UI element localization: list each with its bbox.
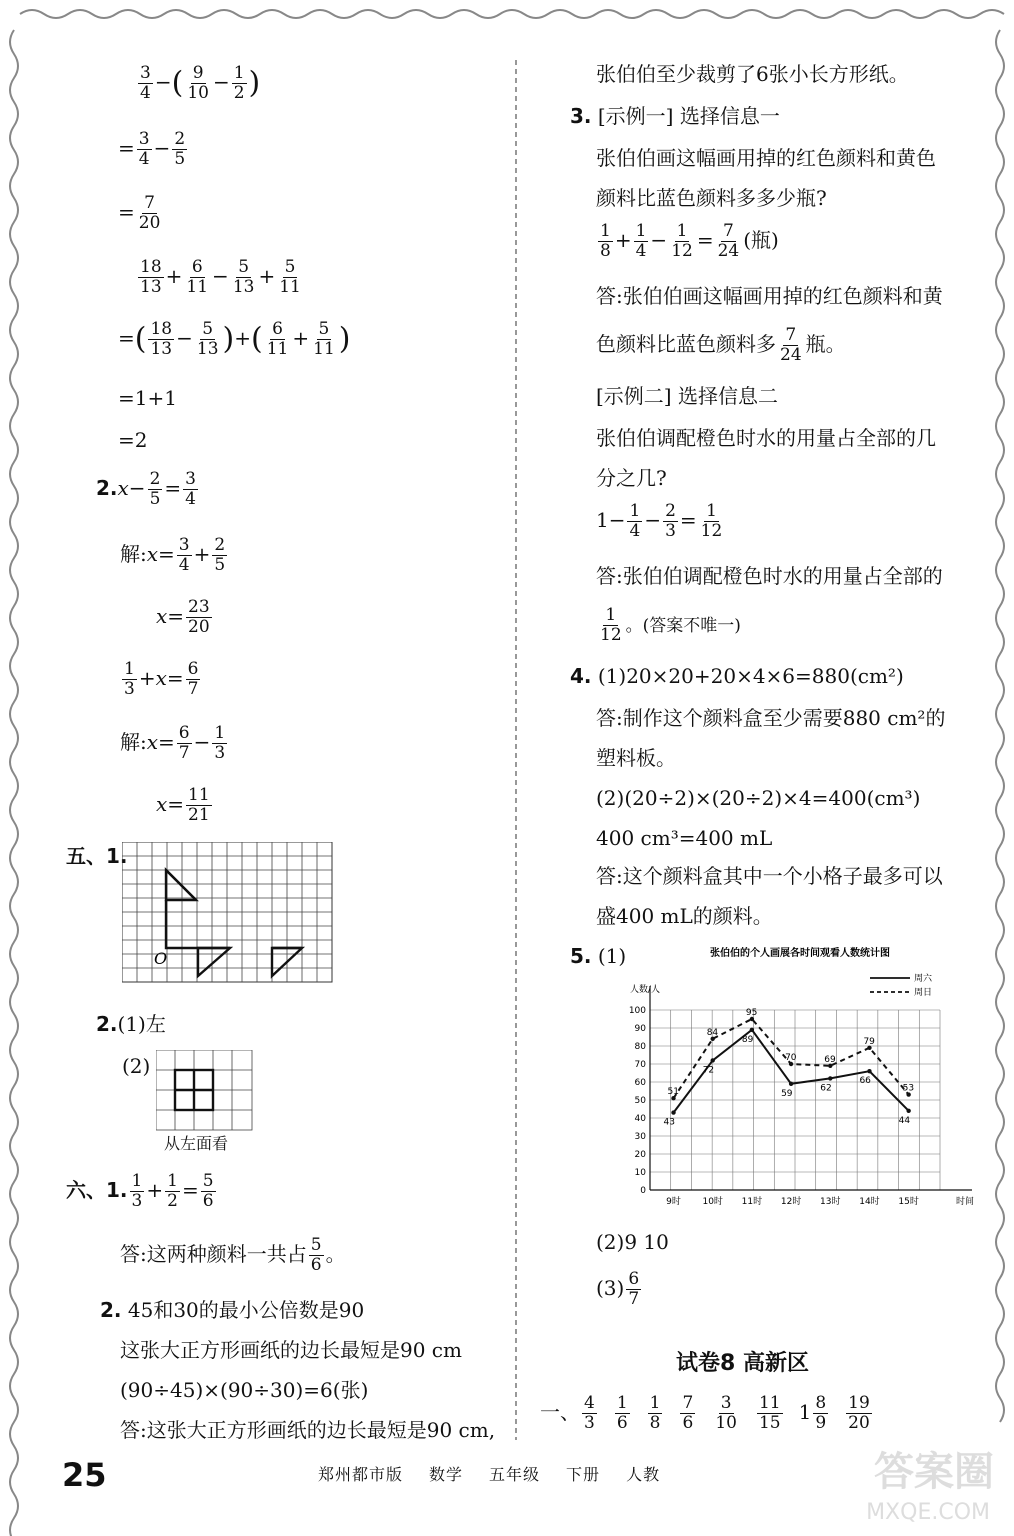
view-caption: 从左面看 xyxy=(164,1134,229,1153)
q3-answer-3-frac: $\frac{1}{12}$ 。(答案不唯一) xyxy=(600,605,741,645)
x-tick-label: 12时 xyxy=(780,1197,802,1207)
legend-label: 周日 xyxy=(914,988,933,998)
q3-equation: $\frac{1}{8}$ + $\frac{1}{4}$ − $\frac{1}{12}$ = $\frac{7}{24}$ (瓶) xyxy=(600,221,779,261)
answer-fraction: $\frac{11}{15}$ xyxy=(758,1393,781,1433)
equation-2-step2: x= $\frac{23}{20}$ xyxy=(156,597,210,637)
chart-title: 张伯伯的个人画展各时间观看人数统计图 xyxy=(710,948,890,959)
answer-fraction: $\frac{7}{6}$ xyxy=(682,1393,694,1433)
calc-line-3: = $\frac{7}{20}$ xyxy=(118,193,161,233)
equation-2b-step2: x= $\frac{11}{21}$ xyxy=(156,785,210,825)
q3-line-b: 张伯伯画这幅画用掉的红色颜料和黄色 xyxy=(596,146,936,170)
answer-fraction: 1 $\frac{8}{9}$ xyxy=(798,1393,827,1433)
y-tick-label: 50 xyxy=(634,1096,646,1106)
section-5-q2: 2.(1)左 xyxy=(96,1012,166,1036)
y-tick-label: 10 xyxy=(634,1168,646,1178)
q3-ex2-b: 张伯伯调配橙色时水的用量占全部的几 xyxy=(596,426,936,450)
answers-row: 一、 $\frac{4}{3}$ $\frac{1}{6}$ $\frac{1}{8}$ $\frac{7}{6}$ $\frac{3}{10}$ $\frac{11}{15}$ 1 $\frac{8}{9}$ $\frac{19}{20}$ xyxy=(540,1394,888,1433)
data-point xyxy=(750,1028,754,1032)
q3-ex2-c: 分之几? xyxy=(596,466,667,490)
calc-line-5: =( $\frac{18}{13}$ − $\frac{5}{13}$ )+( $\frac{6}{11}$ + $\frac{5}{11}$ ) xyxy=(118,319,351,359)
section-6-q2: 2. 45和30的最小公倍数是90 xyxy=(100,1298,365,1322)
calc-line-6: =1+1 xyxy=(118,386,177,410)
y-tick-label: 90 xyxy=(634,1024,646,1034)
data-point xyxy=(906,1109,910,1113)
calc-line-7: =2 xyxy=(118,428,148,452)
equation-2b-step1: 解:x= $\frac{6}{7}$ − $\frac{1}{3}$ xyxy=(120,723,226,763)
q3-example-2: [示例二] 选择信息二 xyxy=(596,384,778,408)
answer-fraction: $\frac{19}{20}$ xyxy=(848,1393,870,1433)
section-5-label: 五、1. xyxy=(66,844,128,868)
q4-line-4: (2)(20÷2)×(20÷2)×4=400(cm³) xyxy=(596,786,921,810)
y-axis-label: 人数/人 xyxy=(630,985,661,995)
left-view-grid xyxy=(156,1050,254,1132)
y-tick-label: 60 xyxy=(634,1078,646,1088)
equation-2: 2.x− $\frac{2}{5}$ = $\frac{3}{4}$ xyxy=(96,469,196,509)
watermark-url: MXQE.COM xyxy=(866,1500,990,1525)
calc-line-1: $\frac{3}{4}$ −( $\frac{9}{10}$ − $\frac{1}{2}$ ) xyxy=(140,63,261,103)
x-tick-label: 9时 xyxy=(666,1197,681,1207)
section-6-answer: 答:这两种颜料一共占 $\frac{5}{6}$ 。 xyxy=(120,1235,346,1275)
y-tick-label: 80 xyxy=(634,1042,646,1052)
data-label: 79 xyxy=(863,1036,875,1047)
calc-line-2: = $\frac{3}{4}$ − $\frac{2}{5}$ xyxy=(118,129,186,169)
exam-title: 试卷8 高新区 xyxy=(676,1351,809,1376)
answer-fraction: $\frac{3}{10}$ xyxy=(715,1393,737,1433)
r-line-1: 张伯伯至少裁剪了6张小长方形纸。 xyxy=(596,62,909,86)
equation-2-step1: 解:x= $\frac{3}{4}$ + $\frac{2}{5}$ xyxy=(120,535,226,575)
q3-answer-1: 答:张伯伯画这幅画用掉的红色颜料和黄 xyxy=(596,284,943,308)
x-tick-label: 11时 xyxy=(741,1197,763,1207)
y-tick-label: 70 xyxy=(634,1060,646,1070)
q5-part-3: (3) $\frac{6}{7}$ xyxy=(596,1269,640,1309)
data-label: 89 xyxy=(741,1034,754,1045)
data-label: 84 xyxy=(706,1027,719,1038)
q3-line-c: 颜料比蓝色颜料多多少瓶? xyxy=(596,186,827,210)
y-tick-label: 40 xyxy=(634,1114,646,1124)
grid-diagram xyxy=(122,842,334,984)
data-point xyxy=(671,1110,675,1114)
section-5-q2b-label: (2) xyxy=(122,1054,151,1078)
q4-line-1: 4. (1)20×20+20×4×6=880(cm²) xyxy=(570,664,904,688)
data-label: 43 xyxy=(663,1117,675,1128)
x-tick-label: 15时 xyxy=(898,1197,919,1207)
data-label: 95 xyxy=(745,1008,758,1018)
data-point xyxy=(828,1076,832,1080)
section-6-q1: 六、1. $\frac{1}{3}$ + $\frac{1}{2}$ = $\frac{5}{6}$ xyxy=(66,1171,214,1211)
data-label: 53 xyxy=(902,1083,915,1094)
x-tick-label: 13时 xyxy=(820,1197,841,1207)
footer: 郑州都市版 数学 五年级 下册 人教 xyxy=(318,1465,661,1484)
data-label: 62 xyxy=(820,1083,832,1094)
q4-line-3: 塑料板。 xyxy=(596,746,676,770)
x-tick-label: 14时 xyxy=(859,1197,880,1207)
q4-line-2: 答:制作这个颜料盒至少需要880 cm²的 xyxy=(596,706,946,730)
q4-line-6: 答:这个颜料盒其中一个小格子最多可以 xyxy=(596,864,943,888)
legend-label: 周六 xyxy=(914,974,933,984)
question-number: 2. xyxy=(96,476,118,500)
data-point xyxy=(789,1082,793,1086)
y-tick-label: 0 xyxy=(640,1186,646,1196)
page-number: 25 xyxy=(62,1456,107,1494)
q3-example-1: 3. [示例一] 选择信息一 xyxy=(570,104,780,128)
fraction-7-24: $\frac{7}{24}$ xyxy=(780,325,802,365)
x-tick-label: 10时 xyxy=(702,1197,723,1207)
answer-fraction: $\frac{1}{8}$ xyxy=(649,1393,661,1433)
calc-line-4: $\frac{18}{13}$ + $\frac{6}{11}$ − $\frac{5}{13}$ + $\frac{5}{11}$ xyxy=(140,257,301,297)
data-point xyxy=(711,1058,715,1062)
q2-line-3: (90÷45)×(90÷30)=6(张) xyxy=(120,1378,369,1402)
data-label: 51 xyxy=(667,1087,679,1098)
q2-line-4: 答:这张大正方形画纸的边长最短是90 cm, xyxy=(120,1418,496,1442)
origin-label: O xyxy=(154,949,168,968)
data-label: 59 xyxy=(781,1088,793,1099)
data-label: 66 xyxy=(859,1076,871,1087)
y-tick-label: 30 xyxy=(634,1132,646,1142)
q5-part-2: (2)9 10 xyxy=(596,1230,669,1254)
y-tick-label: 20 xyxy=(634,1150,646,1160)
data-label: 44 xyxy=(898,1115,911,1126)
answer-whole: 1 xyxy=(798,1400,812,1424)
data-label: 69 xyxy=(824,1054,836,1065)
q3-answer-2: 色颜料比蓝色颜料多 $\frac{7}{24}$ 瓶。 xyxy=(596,325,846,365)
data-label: 70 xyxy=(785,1053,797,1063)
watermark-logo: 答案圈 xyxy=(874,1449,994,1495)
fraction-5-6: $\frac{5}{6}$ xyxy=(202,1171,214,1211)
x-axis-label: 时间 xyxy=(956,1197,975,1207)
q2-line-2: 这张大正方形画纸的边长最短是90 cm xyxy=(120,1338,462,1362)
y-tick-label: 100 xyxy=(628,1006,646,1016)
answer-fraction: $\frac{1}{6}$ xyxy=(616,1393,628,1433)
fraction-1-12: $\frac{1}{12}$ xyxy=(600,605,622,645)
q4-line-5: 400 cm³=400 mL xyxy=(596,826,773,850)
q3-ex2-equation: 1− $\frac{1}{4}$ − $\frac{2}{3}$ = $\frac{1}{12}$ xyxy=(596,501,723,541)
answer-fraction: $\frac{4}{3}$ xyxy=(584,1393,595,1433)
q3-answer-3: 答:张伯伯调配橙色时水的用量占全部的 xyxy=(596,564,943,588)
fraction-6-7: $\frac{6}{7}$ xyxy=(187,659,199,699)
q5-label: 5. (1) xyxy=(570,944,627,968)
q4-line-7: 盛400 mL的颜料。 xyxy=(596,904,773,928)
line-chart xyxy=(620,940,980,1220)
data-label: 72 xyxy=(702,1065,715,1076)
data-point xyxy=(867,1069,871,1073)
equation-2b: $\frac{1}{3}$ +x= $\frac{6}{7}$ xyxy=(124,659,199,699)
